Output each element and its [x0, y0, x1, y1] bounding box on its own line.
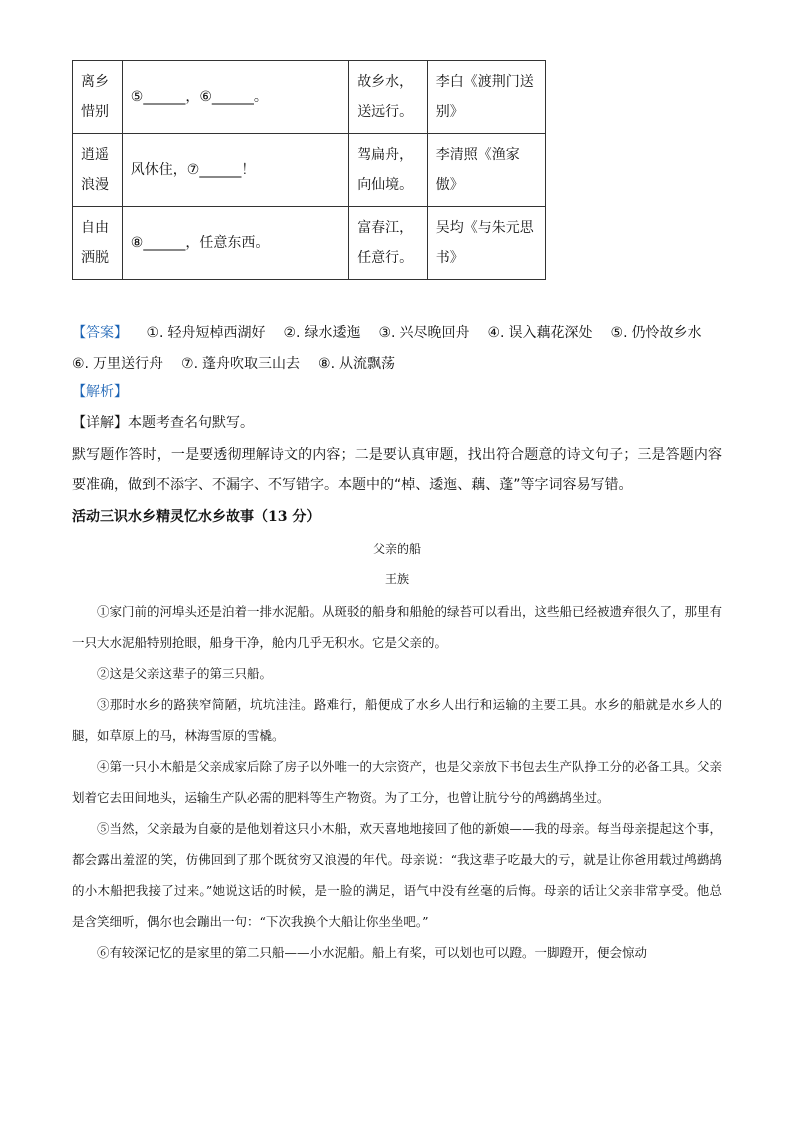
answer-item-text: 仍怜故乡水 [631, 325, 702, 341]
theme-cell-line: 惜别 [81, 104, 109, 120]
source-cell-line: 书》 [435, 250, 464, 266]
answer-item-number: ④. [487, 325, 505, 341]
answer-item-text: 万里送行舟 [93, 356, 164, 372]
poem-row [73, 134, 546, 207]
source-cell [427, 61, 545, 134]
story-body [72, 596, 722, 968]
theme-cell-line: 洒脱 [81, 250, 109, 266]
source-cell-line: 李白《渡荆门送 [435, 74, 534, 90]
poem-row [73, 207, 546, 280]
theme-cell-line: 离乡 [81, 74, 109, 90]
verse-cell: 风休住，⑦______！ [122, 134, 348, 207]
verse-cell: ⑧______，任意东西。 [122, 207, 348, 280]
summary-cell [349, 134, 428, 207]
answer-item [146, 325, 265, 341]
answer-item-text: 绿水逶迤 [304, 325, 361, 341]
answer-item-text: 从流飘荡 [339, 356, 396, 372]
theme-cell [73, 134, 123, 207]
answer-item [378, 325, 469, 341]
source-cell [427, 134, 545, 207]
summary-cell [349, 207, 428, 280]
answer-item-number: ⑥. [72, 356, 90, 372]
summary-cell-line: 故乡水， [357, 74, 414, 90]
answer-item-text: 蓬舟吹取三山去 [202, 356, 301, 372]
story-paragraph: ⑤当然，父亲最为自豪的是他划着这只小木船，欢天喜地地接回了他的新娘——我的母亲。每当母亲提起这个事，都会露出羞涩的笑，仿佛回到了那个既贫穷又浪漫的年代。母亲说：“我这辈子吃最大的亏，就是让你爸用载过鸬鹚鸪的小木船把我接了过来。”她说这话的时候，是一脸的满足，语气中没有丝毫的后悔。母亲的话让父亲非常享受。他总是含笑细听，偶尔也会蹦出一句：“下次我换个大船让你坐坐吧。” [72, 821, 723, 929]
answer-item-text: 轻舟短棹西湖好 [167, 325, 266, 341]
answer-item [72, 356, 163, 372]
summary-cell-line: 富春江， [357, 220, 414, 236]
theme-cell-line: 逍遥 [81, 147, 109, 163]
answer-block [72, 318, 722, 380]
story-paragraph: ④第一只小木船是父亲成家后除了房子以外唯一的大宗资产，也是父亲放下书包去生产队挣工分的必备工具。父亲划着它去田间地头，运输生产队必需的肥料等生产物资。为了工分，也曾让肮兮兮的鸬鹚鸪坐过。 [72, 759, 723, 805]
source-cell-line: 傲》 [435, 177, 464, 193]
theme-cell-line: 自由 [81, 220, 109, 236]
summary-cell [349, 61, 428, 134]
theme-cell-line: 浪漫 [81, 177, 109, 193]
answer-item-number: ⑦. [181, 356, 199, 372]
answer-item [283, 325, 360, 341]
activity-title: 活动三识水乡精灵忆水乡故事（13 分） [72, 509, 321, 525]
theme-cell [73, 61, 123, 134]
story-title: 父亲的船 [372, 542, 421, 556]
summary-cell-line: 任意行。 [357, 250, 414, 266]
source-cell-line: 吴均《与朱元思 [435, 220, 534, 236]
story-paragraph: ⑥有较深记忆的是家里的第二只船——小水泥船。船上有桨，可以划也可以蹬。一脚蹬开，便会惊动 [97, 945, 648, 960]
answer-item [611, 325, 702, 341]
story-author: 王族 [384, 572, 409, 586]
answer-item-number: ⑧. [318, 356, 336, 372]
explanation-text: 默写题作答时，一是要透彻理解诗文的内容；二是要认真审题，找出符合题意的诗文句子；三是答题内容要准确，做到不添字、不漏字、不写错字。本题中的“棹、逶迤、藕、蓬”等字词容易写错。 [72, 447, 722, 493]
answer-item-number: ⑤. [610, 325, 628, 341]
poem-row [73, 61, 546, 134]
answer-item [181, 356, 300, 372]
story-paragraph: ②这是父亲这辈子的第三只船。 [97, 666, 273, 681]
story-paragraph: ①家门前的河埠头还是泊着一排水泥船。从斑驳的船身和船舱的绿苔可以看出，这些船已经被遗弃很久了，那里有一只大水泥船特别抢眼，船身干净，舱内几乎无积水。它是父亲的。 [72, 604, 723, 650]
poem-table [72, 60, 546, 280]
theme-cell [73, 207, 123, 280]
analysis-label: 【解析】 [72, 384, 128, 400]
answer-item-text: 兴尽晚回舟 [399, 325, 470, 341]
answer-item [488, 325, 593, 341]
answer-item-number: ③. [378, 325, 396, 341]
detail-text: 【详解】本题考查名句默写。 [72, 415, 254, 431]
source-cell-line: 李清照《渔家 [435, 147, 520, 163]
summary-cell-line: 送远行。 [357, 104, 414, 120]
answer-label: 【答案】 [72, 325, 128, 341]
answer-item-text: 误入藕花深处 [508, 325, 593, 341]
answer-item-number: ②. [283, 325, 301, 341]
answer-item-number: ①. [146, 325, 164, 341]
story-paragraph: ③那时水乡的路狭窄简陋，坑坑洼洼。路难行，船便成了水乡人出行和运输的主要工具。水乡的船就是水乡人的腿，如草原上的马，林海雪原的雪橇。 [72, 697, 722, 743]
source-cell [427, 207, 545, 280]
answer-item [318, 356, 395, 372]
summary-cell-line: 向仙境。 [357, 177, 414, 193]
summary-cell-line: 驾扁舟， [357, 147, 414, 163]
source-cell-line: 别》 [435, 104, 464, 120]
verse-cell: ⑤______，⑥______。 [122, 61, 348, 134]
